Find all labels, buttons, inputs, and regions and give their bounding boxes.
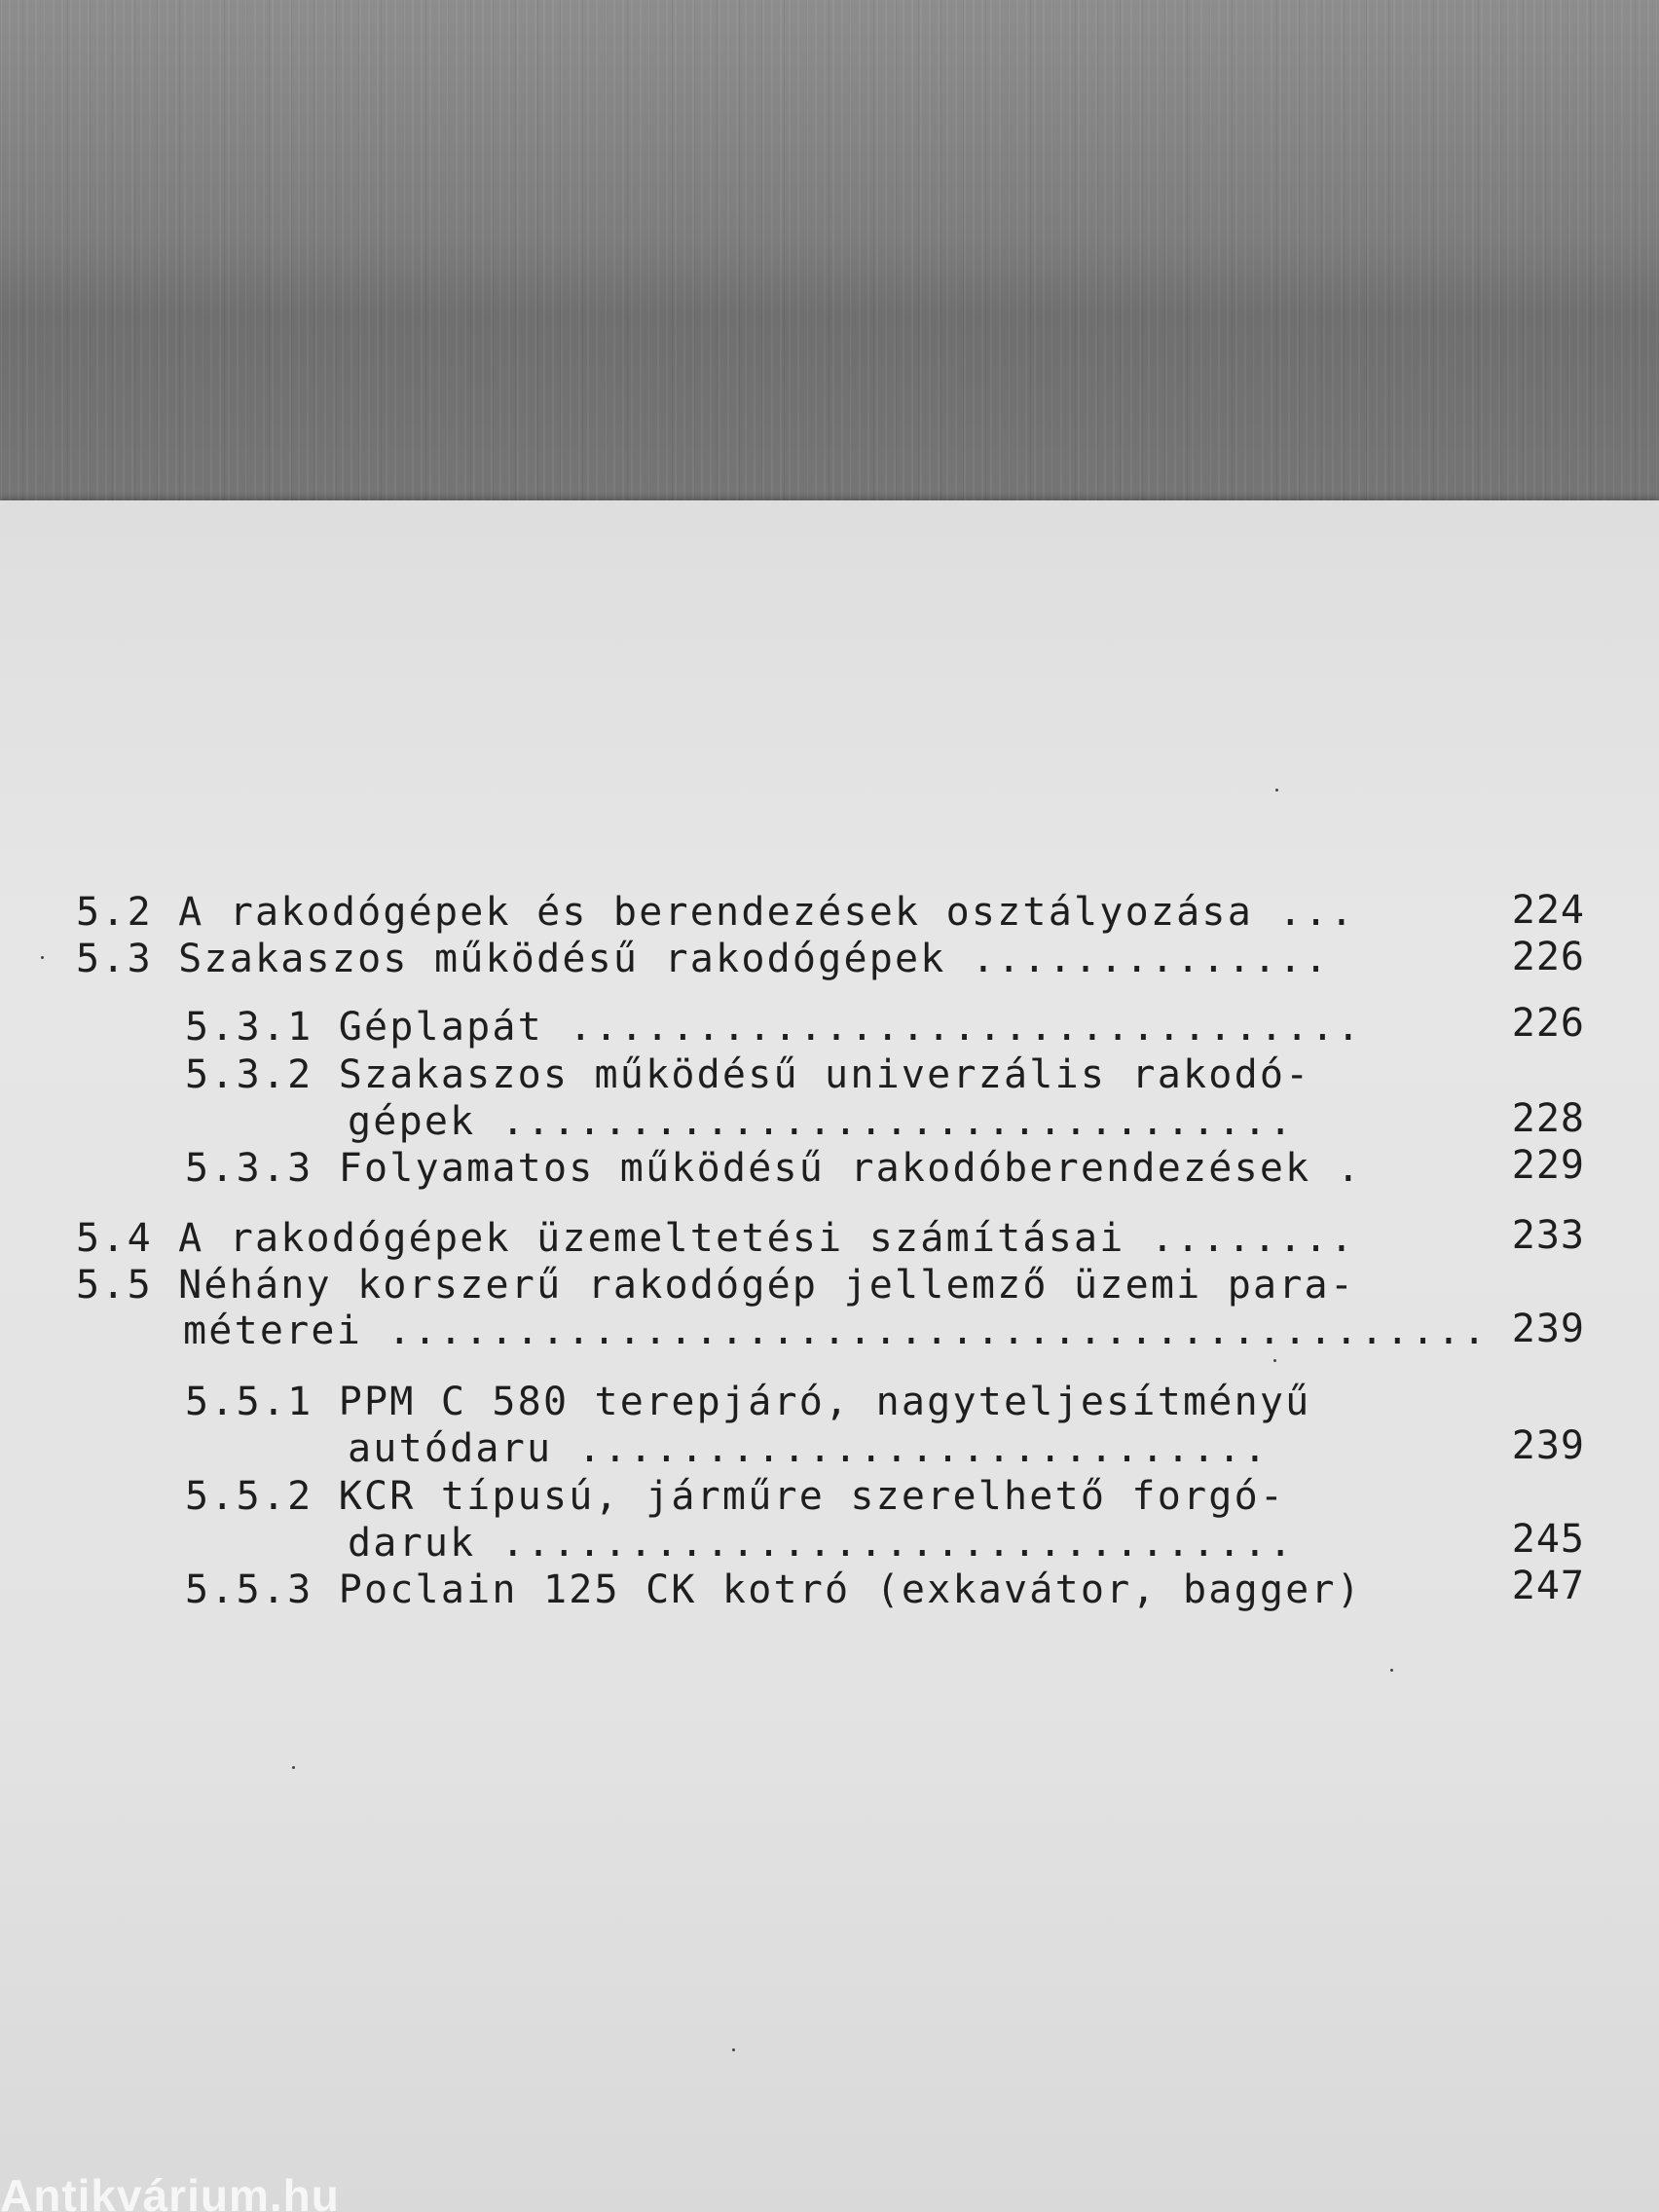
toc-page-5-4: 233 <box>1511 1213 1585 1258</box>
toc-entry-5-3-2-cont: gépek ............................... <box>348 1099 1295 1144</box>
toc-entry-5-5-1: 5.5.1 PPM C 580 terepjáró, nagyteljesítményű <box>185 1380 1311 1424</box>
toc-entry-5-5-1-cont: autódaru ........................... <box>348 1426 1270 1471</box>
dust-speck <box>1275 789 1278 792</box>
dust-speck <box>732 2048 735 2051</box>
dust-speck <box>292 1766 295 1769</box>
dust-speck <box>1273 1359 1276 1362</box>
toc-entry-5-5-3: 5.5.3 Poclain 125 CK kotró (exkavátor, bagger) <box>185 1567 1362 1612</box>
toc-entry-5-3-2: 5.3.2 Szakaszos működésű univerzális rakodó- <box>185 1052 1311 1097</box>
dust-speck <box>1390 1669 1393 1672</box>
watermark-text: Antikvárium.hu <box>0 2170 340 2212</box>
toc-page-5-3-1: 226 <box>1511 1001 1585 1046</box>
toc-page-5-2: 224 <box>1511 888 1585 933</box>
book-page <box>0 500 1659 2212</box>
toc-page-5-3-2: 228 <box>1511 1096 1585 1141</box>
toc-entry-5-5-2-cont: daruk ............................... <box>348 1521 1295 1566</box>
toc-entry-5-2: 5.2 A rakodógépek és berendezések osztályozása ... <box>76 890 1356 935</box>
toc-entry-5-5-cont: méterei ........................................... <box>183 1309 1489 1353</box>
toc-entry-5-3-1: 5.3.1 Géplapát ............................... <box>185 1005 1362 1050</box>
toc-entry-5-5-2: 5.5.2 KCR típusú, járműre szerelhető forgó- <box>185 1474 1286 1519</box>
toc-page-5-5: 239 <box>1511 1307 1585 1351</box>
background-surface <box>0 0 1659 526</box>
toc-page-5-5-1: 239 <box>1511 1423 1585 1468</box>
toc-entry-5-3: 5.3 Szakaszos működésű rakodógépek .............. <box>76 937 1330 981</box>
toc-entry-5-5: 5.5 Néhány korszerű rakodógép jellemző üzemi para- <box>76 1263 1356 1308</box>
table-of-contents <box>0 500 1659 2212</box>
toc-entry-5-3-3: 5.3.3 Folyamatos működésű rakodóberendezések . <box>185 1146 1362 1191</box>
toc-page-5-5-2: 245 <box>1511 1517 1585 1562</box>
toc-page-5-3-3: 229 <box>1511 1143 1585 1188</box>
toc-page-5-3: 226 <box>1511 935 1585 979</box>
dust-speck <box>41 956 44 959</box>
toc-page-5-5-3: 247 <box>1511 1564 1585 1608</box>
toc-entry-5-4: 5.4 A rakodógépek üzemeltetési számításai ........ <box>76 1216 1356 1261</box>
